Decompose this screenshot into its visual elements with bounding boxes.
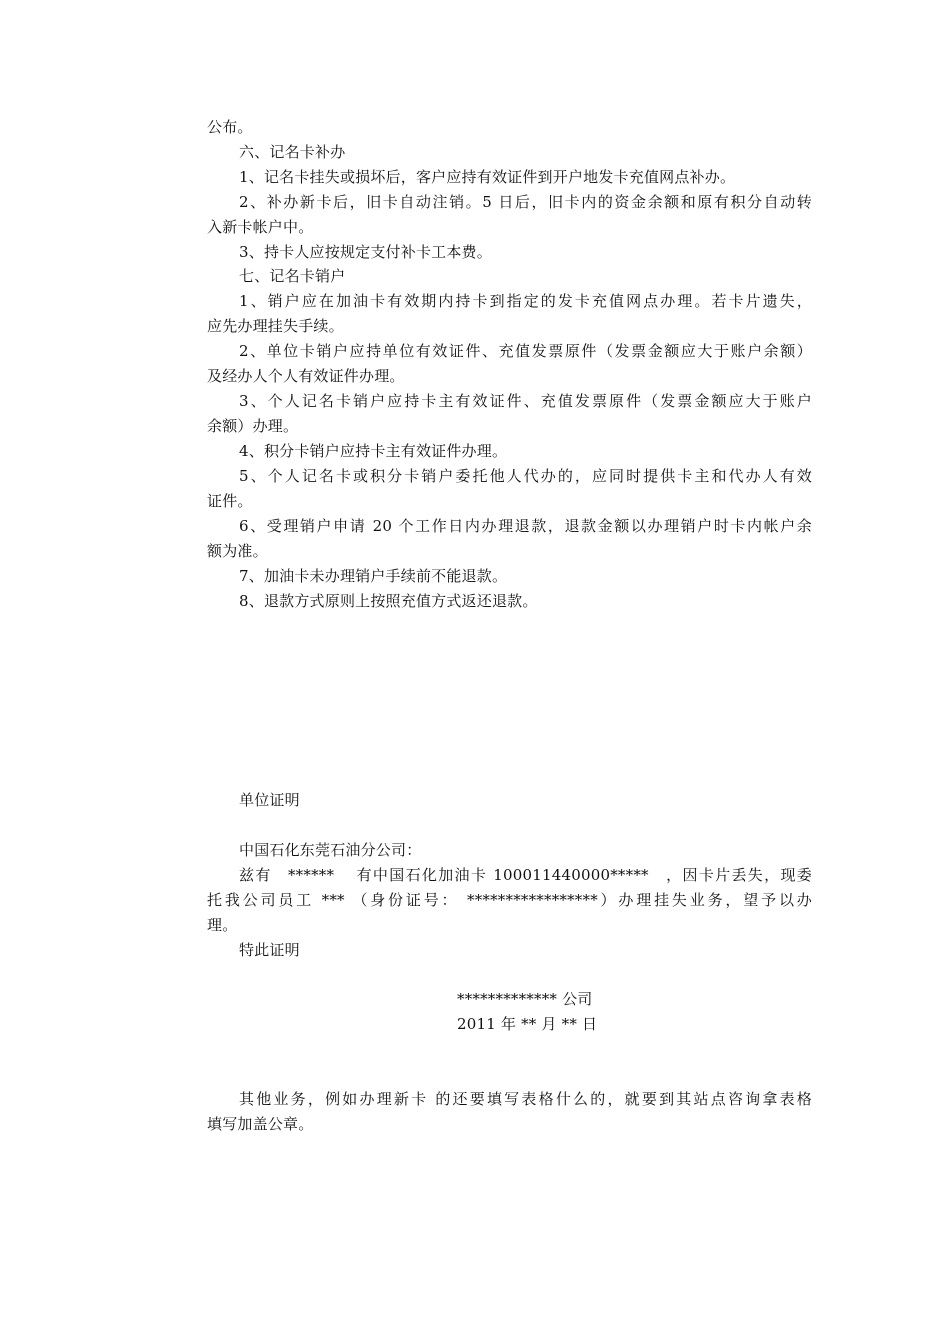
certificate-body-line: 托我公司员工 *** （身份证号： *****************）办理挂失业务，望予以办 bbox=[207, 891, 812, 909]
certificate-date: 2011 年 ** 月 ** 日 bbox=[457, 1015, 598, 1033]
paragraph-line: 2、单位卡销户应持单位有效证件、充值发票原件（发票金额应大于账户余额） bbox=[239, 342, 812, 360]
paragraph-line: 7、加油卡未办理销户手续前不能退款。 bbox=[239, 567, 508, 585]
certificate-body-line: 兹有 ****** 有中国石化加油卡 100011440000***** ，因卡片丢失，现委 bbox=[239, 866, 812, 884]
paragraph-line: 4、积分卡销户应持卡主有效证件办理。 bbox=[239, 442, 508, 460]
paragraph-line: 3、个人记名卡销户应持卡主有效证件、充值发票原件（发票金额应大于账户 bbox=[239, 392, 812, 410]
paragraph-line: 1、记名卡挂失或损坏后，客户应持有效证件到开户地发卡充值网点补办。 bbox=[239, 168, 736, 186]
paragraph-line: 3、持卡人应按规定支付补卡工本费。 bbox=[239, 243, 492, 261]
certificate-body-line: 理。 bbox=[207, 916, 238, 934]
footer-paragraph-line: 填写加盖公章。 bbox=[207, 1115, 314, 1133]
paragraph-line: 及经办人个人有效证件办理。 bbox=[207, 367, 405, 385]
paragraph-line: 2、补办新卡后，旧卡自动注销。5 日后，旧卡内的资金余额和原有积分自动转 bbox=[239, 193, 812, 211]
certificate-heading: 单位证明 bbox=[239, 791, 300, 809]
paragraph-line: 余额）办理。 bbox=[207, 417, 299, 435]
footer-paragraph-line: 其他业务，例如办理新卡 的还要填写表格什么的，就要到其站点咨询拿表格 bbox=[239, 1090, 812, 1108]
section-heading-seven: 七、记名卡销户 bbox=[239, 267, 346, 285]
certificate-closing: 特此证明 bbox=[239, 941, 300, 959]
paragraph-line: 6、受理销户申请 20 个工作日内办理退款，退款金额以办理销户时卡内帐户余 bbox=[239, 517, 812, 535]
certificate-addressee: 中国石化东莞石油分公司： bbox=[239, 841, 422, 859]
paragraph-line: 额为准。 bbox=[207, 542, 268, 560]
paragraph-line: 应先办理挂失手续。 bbox=[207, 317, 344, 335]
section-heading-six: 六、记名卡补办 bbox=[239, 143, 346, 161]
paragraph-line: 8、退款方式原则上按照充值方式返还退款。 bbox=[239, 592, 538, 610]
paragraph-line: 1、销户应在加油卡有效期内持卡到指定的发卡充值网点办理。若卡片遗失， bbox=[239, 292, 812, 310]
paragraph-line: 证件。 bbox=[207, 492, 253, 510]
paragraph-line: 入新卡帐户中。 bbox=[207, 218, 314, 236]
certificate-company: ************* 公司 bbox=[457, 990, 593, 1008]
paragraph-line: 5、个人记名卡或积分卡销户委托他人代办的，应同时提供卡主和代办人有效 bbox=[239, 467, 812, 485]
paragraph-line: 公布。 bbox=[207, 118, 253, 136]
